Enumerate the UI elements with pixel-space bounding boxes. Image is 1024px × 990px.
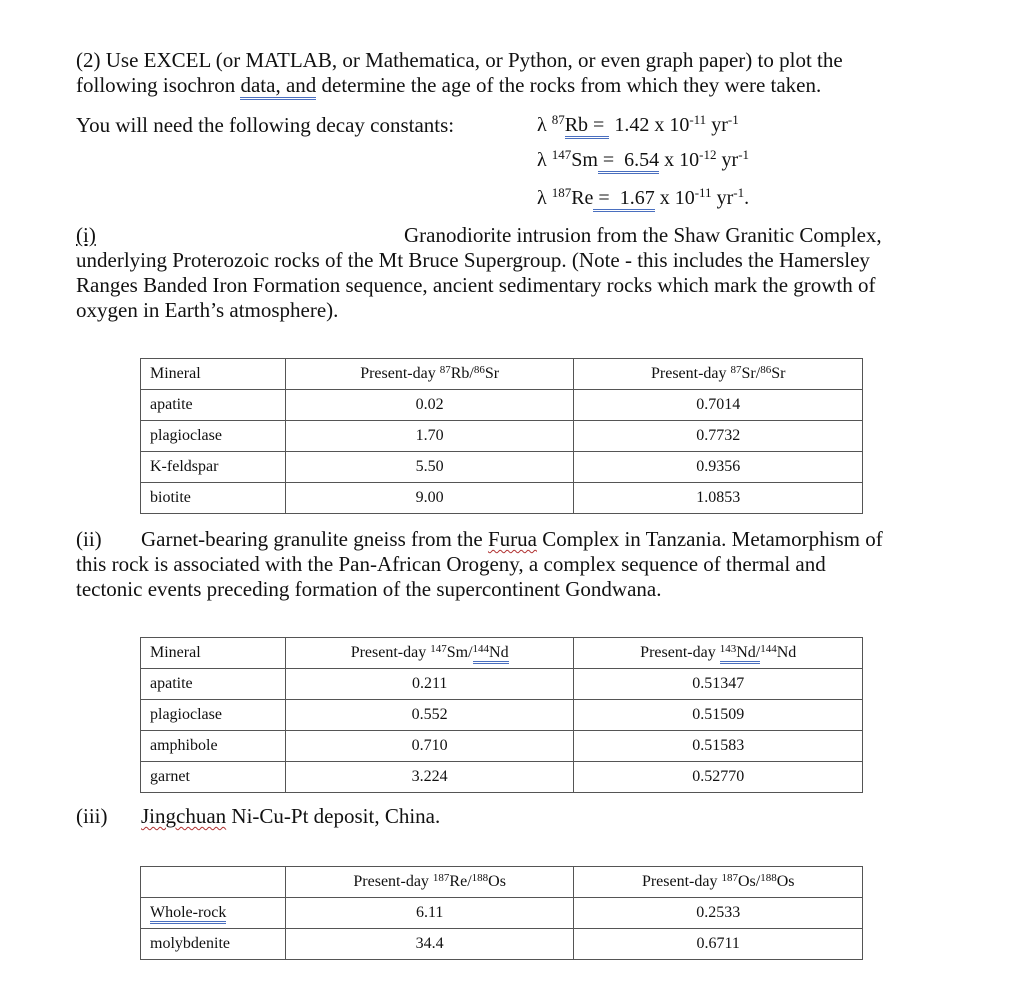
table-row: garnet 3.224 0.52770 — [141, 762, 863, 793]
table-row: apatite 0.211 0.51347 — [141, 669, 863, 700]
question-line-2: following isochron data, and determine the age of the rocks from which they were taken. — [76, 73, 821, 98]
table-row: plagioclase 0.552 0.51509 — [141, 700, 863, 731]
header-daughter-ratio: Present-day $^{87}$Sr/$^{86}$Sr — [574, 359, 863, 390]
sm-nd-table — [140, 637, 863, 793]
header-blank — [141, 867, 286, 898]
header-mineral: Mineral — [141, 638, 286, 669]
part2-label: (ii) — [76, 527, 102, 551]
rb-sr-table — [140, 358, 863, 514]
header-mineral: Mineral — [141, 359, 286, 390]
table-row: biotite 9.00 1.0853 — [141, 483, 863, 514]
header-parent-ratio: Present-day $^{147}$Sm/$^{144}$Nd — [285, 638, 574, 669]
table-header-row — [141, 638, 863, 669]
part2-title: Garnet-bearing granulite gneiss from the Furua Complex in Tanzania. Metamorphism of — [141, 527, 883, 551]
header-daughter-ratio: Present-day $^{143}$Nd/$^{144}$Nd — [574, 638, 863, 669]
part1-label: (i) — [76, 223, 96, 247]
question-line-1: (2) Use EXCEL (or MATLAB, or Mathematica, or Python, or even graph paper) to plot the — [76, 48, 843, 72]
constants-intro: You will need the following decay constants: — [76, 113, 455, 137]
decay-constant-sm: λ $^{147}$Sm = 6.54 x $10^{-12}$ $yr^{-1}$ — [537, 148, 749, 173]
table-header-row — [141, 867, 863, 898]
table-row: amphibole 0.710 0.51583 — [141, 731, 863, 762]
table-row: plagioclase 1.70 0.7732 — [141, 421, 863, 452]
table-row: Whole-rock 6.11 0.2533 — [141, 898, 863, 929]
re-os-table — [140, 866, 863, 960]
header-parent-ratio: Present-day $^{87}$Rb/$^{86}$Sr — [285, 359, 574, 390]
part2-line-3: tectonic events preceding formation of the supercontinent Gondwana. — [76, 577, 662, 601]
part1-title: Granodiorite intrusion from the Shaw Granitic Complex, — [404, 223, 882, 247]
part3-title: Jingchuan Ni-Cu-Pt deposit, China. — [141, 804, 441, 828]
table-row: molybdenite 34.4 0.6711 — [141, 929, 863, 960]
header-daughter-ratio: Present-day $^{187}$Os/$^{188}$Os — [574, 867, 863, 898]
part1-line-4: oxygen in Earth’s atmosphere). — [76, 298, 339, 322]
part1-line-3: Ranges Banded Iron Formation sequence, ancient sedimentary rocks which mark the growth of — [76, 273, 876, 297]
table-row: K-feldspar 5.50 0.9356 — [141, 452, 863, 483]
decay-constant-re: λ $^{187}$Re = 1.67 x $10^{-11}$ $yr^{-1}$. — [537, 186, 749, 211]
table-header-row — [141, 359, 863, 390]
part2-line-2: this rock is associated with the Pan-African Orogeny, a complex sequence of thermal and — [76, 552, 826, 576]
decay-constant-rb: λ $^{87}$Rb = 1.42 x $10^{-11}$ $yr^{-1}$ — [537, 113, 739, 138]
part1-line-2: underlying Proterozoic rocks of the Mt Bruce Supergroup. (Note - this includes the Hamersley — [76, 248, 870, 272]
header-parent-ratio: Present-day $^{187}$Re/$^{188}$Os — [285, 867, 574, 898]
part3-label: (iii) — [76, 804, 108, 828]
table-row: apatite 0.02 0.7014 — [141, 390, 863, 421]
